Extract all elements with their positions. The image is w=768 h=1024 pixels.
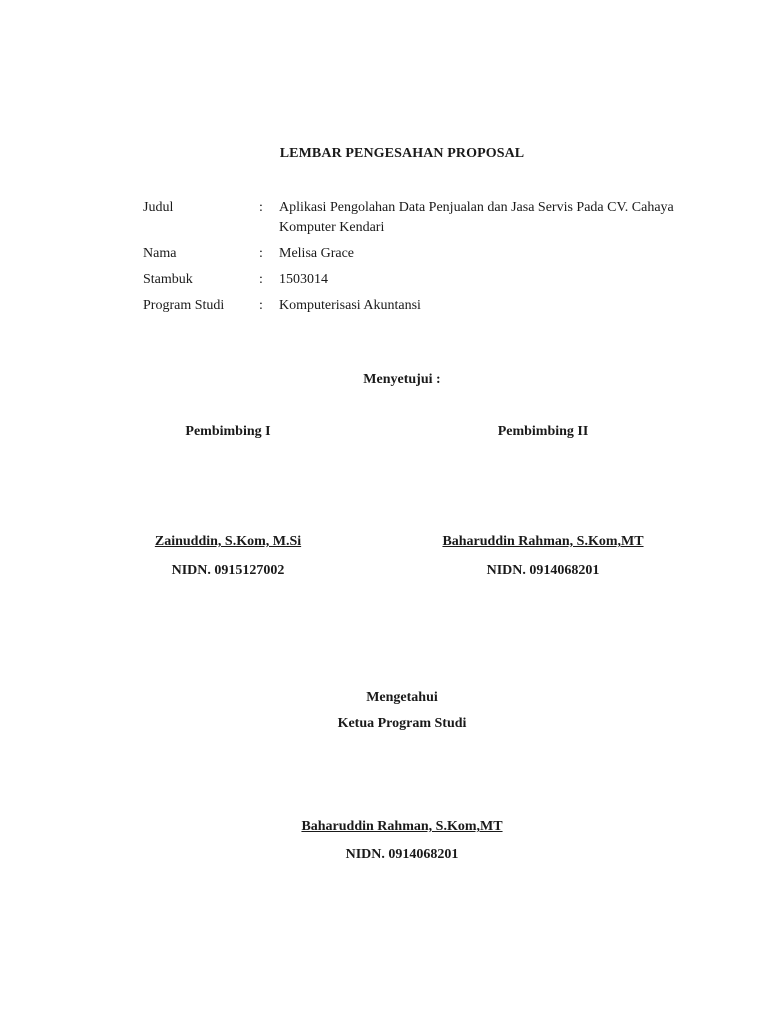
acknowledge-heading: Mengetahui xyxy=(366,690,438,705)
field-colon: : xyxy=(259,298,263,313)
advisor1-name: Zainuddin, S.Kom, M.Si xyxy=(154,534,302,549)
head-nidn: NIDN. 0914068201 xyxy=(345,847,459,862)
field-value: Aplikasi Pengolahan Data Penjualan dan Jasa Servis Pada CV. Cahaya Komputer Kendari xyxy=(279,200,674,235)
document-title: LEMBAR PENGESAHAN PROPOSAL xyxy=(279,146,525,161)
field-colon: : xyxy=(259,246,263,261)
field-label: Program Studi xyxy=(143,298,225,313)
advisor2-nidn: NIDN. 0914068201 xyxy=(486,563,600,578)
approval-heading: Menyetujui : xyxy=(363,372,441,387)
advisor1-nidn: NIDN. 0915127002 xyxy=(171,563,285,578)
info-row-program-studi xyxy=(143,296,703,316)
field-colon: : xyxy=(259,200,263,215)
field-colon: : xyxy=(259,272,263,287)
head-name: Baharuddin Rahman, S.Kom,MT xyxy=(301,819,503,834)
advisor2-role: Pembimbing II xyxy=(497,424,589,439)
acknowledge-role: Ketua Program Studi xyxy=(337,716,467,731)
advisor2-name: Baharuddin Rahman, S.Kom,MT xyxy=(442,534,644,549)
field-value: Komputerisasi Akuntansi xyxy=(279,298,421,313)
field-value: Melisa Grace xyxy=(279,246,355,261)
info-row-nama xyxy=(143,244,703,264)
field-label: Judul xyxy=(143,200,174,215)
info-row-stambuk xyxy=(143,270,703,290)
info-row-judul xyxy=(143,198,703,238)
proposal-info xyxy=(143,198,703,322)
field-label: Stambuk xyxy=(143,272,193,287)
field-value: 1503014 xyxy=(279,272,328,287)
advisor1-role: Pembimbing I xyxy=(185,424,271,439)
field-label: Nama xyxy=(143,246,177,261)
